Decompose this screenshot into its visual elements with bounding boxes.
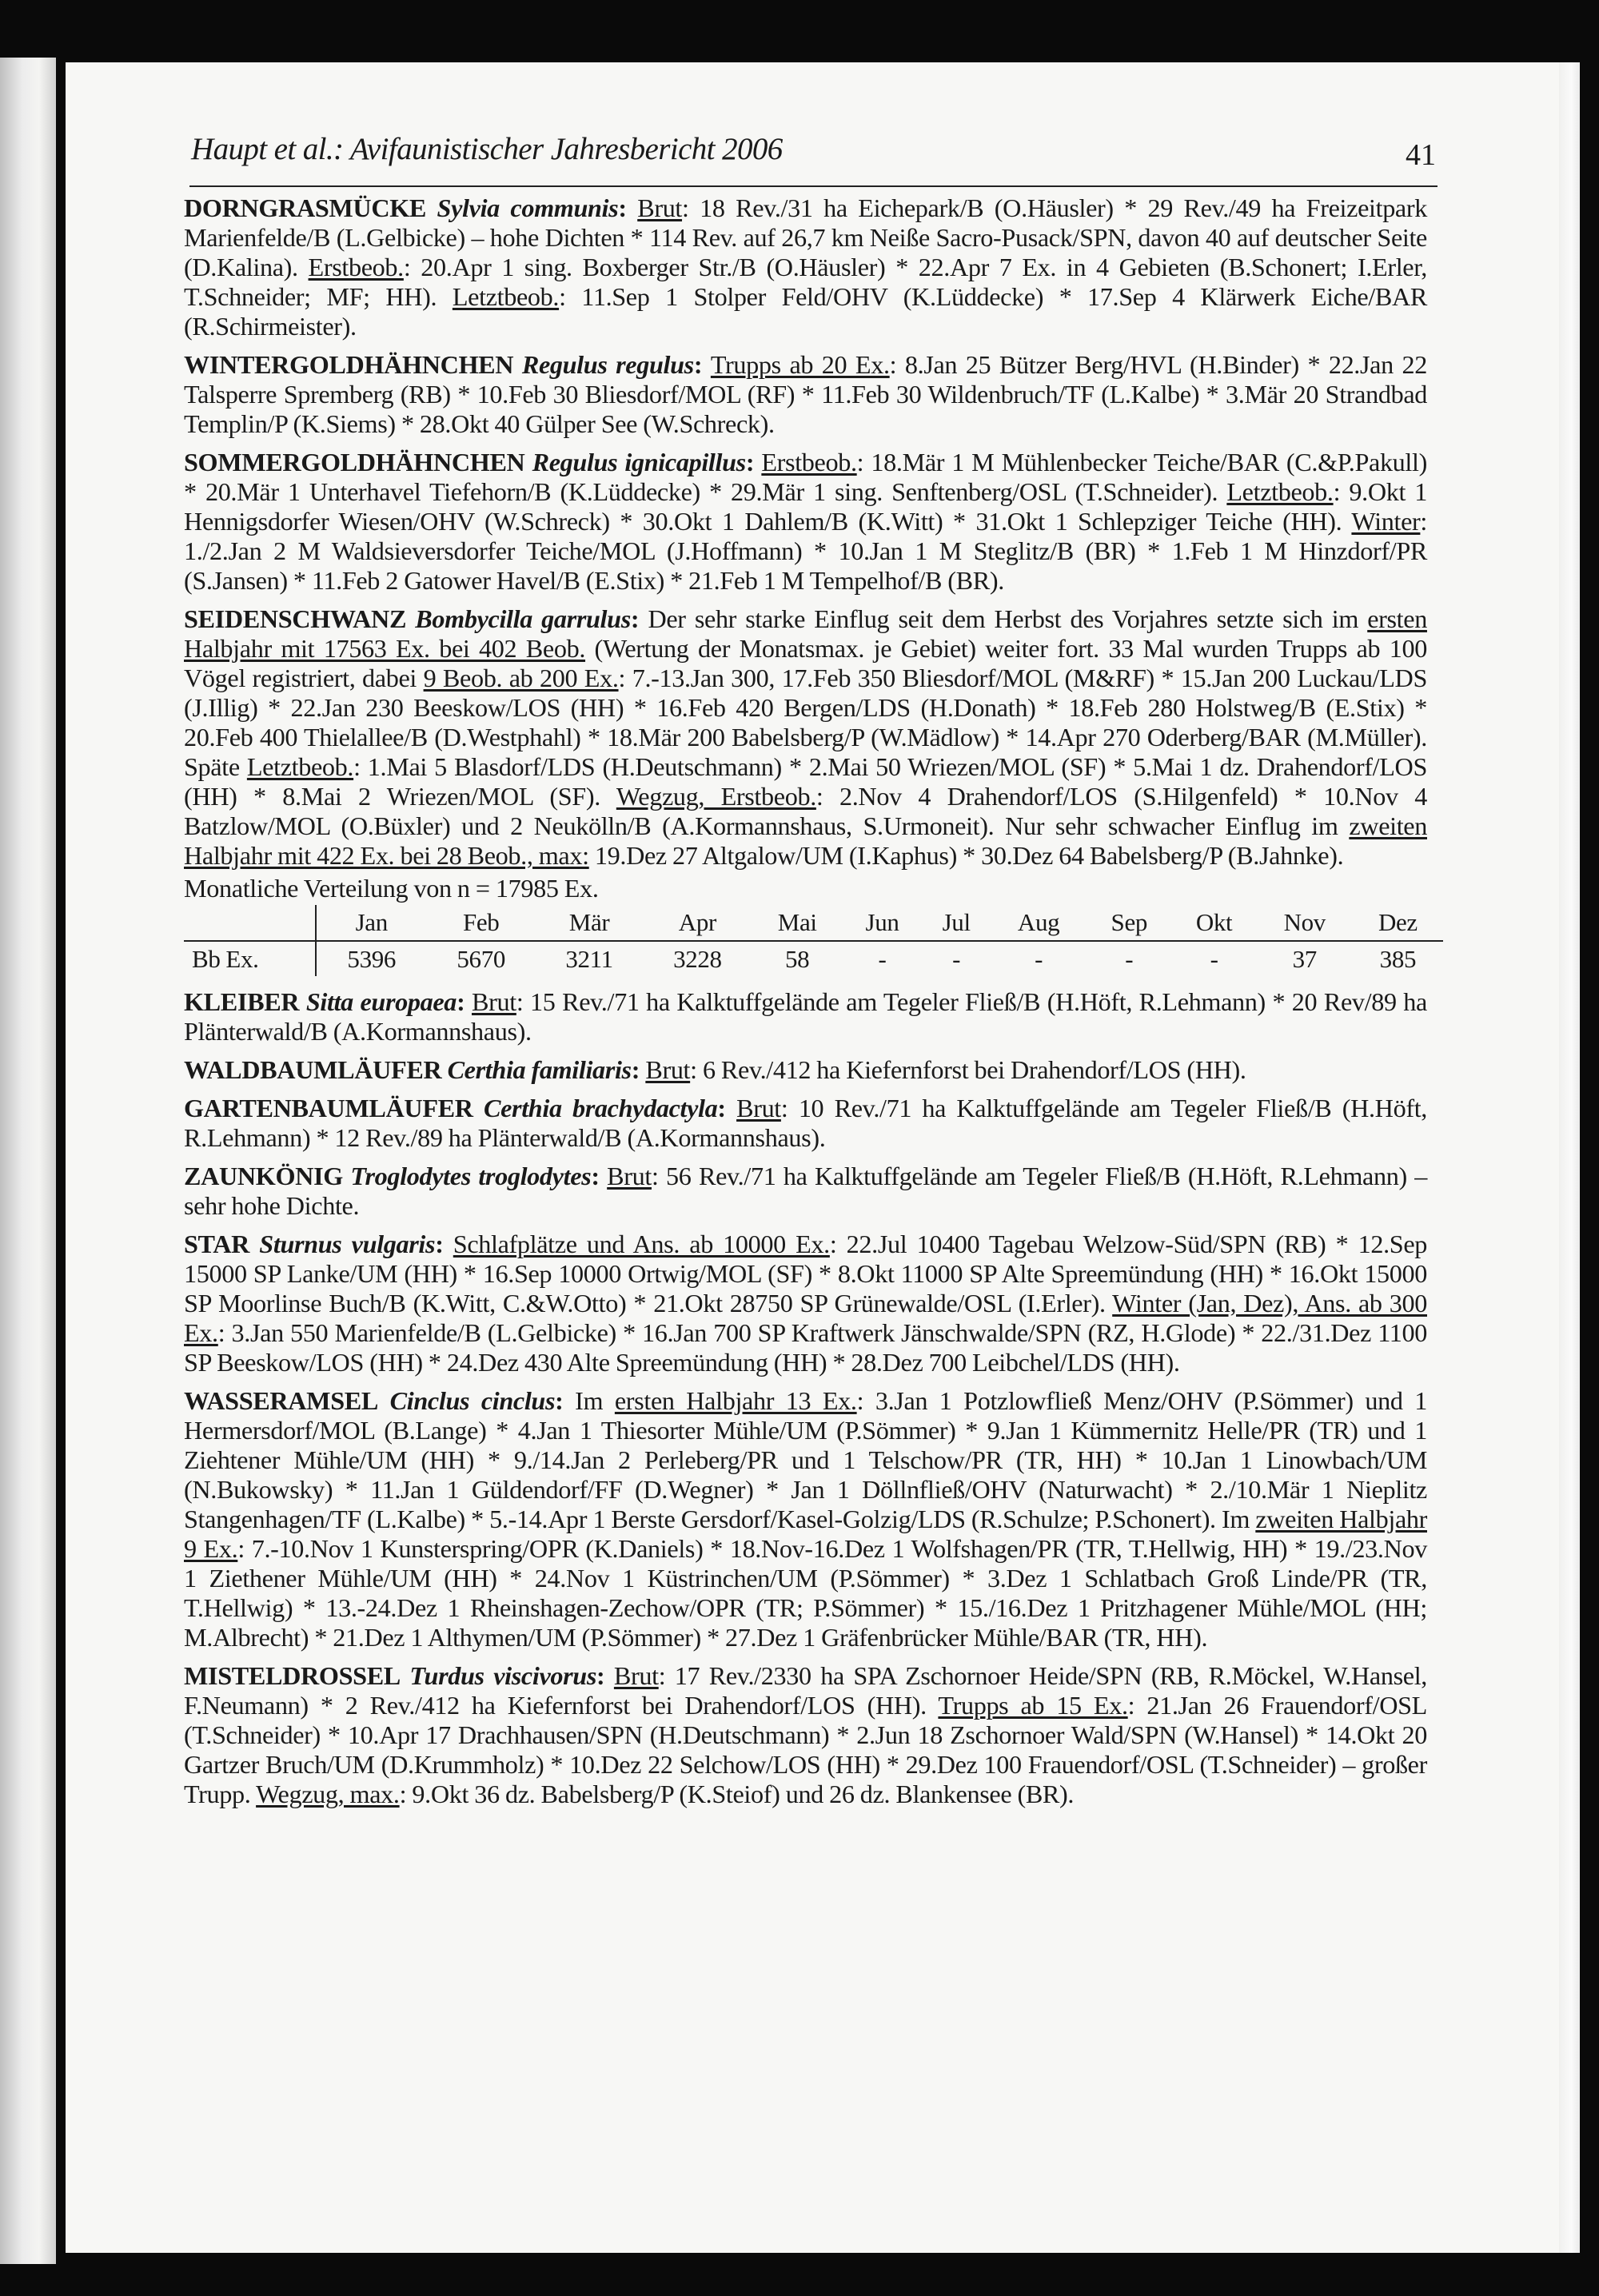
month-value: - xyxy=(1210,945,1218,973)
month-value: - xyxy=(1035,945,1043,973)
month-header: Mär xyxy=(536,905,643,941)
month-value: 385 xyxy=(1379,945,1417,973)
entry-text: : 10 Rev./71 ha Kalktuffgelände am Tegeler Fließ/B (H.Höft, R.Lehmann) * 12 Rev./89 ha Plänterwald/B (A.Kormannshaus). xyxy=(184,1094,1427,1152)
entry-text: : 20.Apr 1 sing. Boxberger Str./B (O.Häusler) * 22.Apr 7 Ex. in 4 Gebieten (B.Schonert; I.Erler, T.Schneider; MF; HH). xyxy=(184,253,1427,311)
entry-text: : 1./2.Jan 2 M Waldsieversdorfer Teiche/MOL (J.Hoffmann) * 10.Jan 1 M Steglitz/B (BR) * 1.Feb 1 M Hinzdorf/PR (S.Jansen) * 11.Feb 2 Gatower Havel/B (E.Stix) * 21.Feb 1 M Tempelhof/B (BR). xyxy=(184,507,1427,595)
month-header: Jun xyxy=(843,905,922,941)
month-header: Aug xyxy=(991,905,1087,941)
species-name: SOMMERGOLDHÄHNCHEN xyxy=(184,448,525,476)
section-label: Winter xyxy=(1351,507,1421,536)
entry-text: 19.Dez 27 Altgalow/UM (I.Kaphus) * 30.Dez 64 Babelsberg/P (B.Jahnke). xyxy=(588,841,1344,870)
species-entry xyxy=(184,1055,1427,1085)
entry-text: Der sehr starke Einflug seit dem Herbst des Vorjahres setzte sich im xyxy=(648,604,1368,633)
scientific-name: Regulus ignicapillus xyxy=(532,448,746,476)
section-label: zweiten Halbjahr mit 422 Ex. bei 28 Beob., max: xyxy=(184,811,1427,870)
scientific-name: Sturnus vulgaris xyxy=(259,1230,436,1258)
section-label: ersten Halbjahr mit 17563 Ex. bei 402 Beob. xyxy=(184,604,1427,663)
species-name: KLEIBER xyxy=(184,987,300,1016)
entry-text: : 2.Nov 4 Drahendorf/LOS (S.Hilgenfeld) * 10.Nov 4 Batzlow/MOL (O.Büxler) und 2 Neukölln/B (A.Kormannshaus, S.Urmoneit). Nur sehr schwacher Einflug im xyxy=(184,782,1427,840)
section-label: Letztbeob. xyxy=(452,282,560,311)
running-title: Haupt et al.: Avifaunistischer Jahresbericht 2006 xyxy=(191,132,783,166)
section-label: 9 Beob. ab 200 Ex. xyxy=(423,664,619,692)
section-label: Trupps ab 20 Ex. xyxy=(710,350,890,379)
page-edge-right xyxy=(1559,62,1580,2253)
section-label: Brut xyxy=(637,193,683,222)
month-header: Apr xyxy=(643,905,752,941)
entry-text: : 7.-13.Jan 300, 17.Feb 350 Bliesdorf/MOL (M&RF) * 15.Jan 200 Luckau/LDS (J.Illig) * 22.Jan 230 Beeskow/LOS (HH) * 16.Feb 420 Bergen/LDS (H.Donath) * 18.Feb 280 Holstweg/B (E.Stix) * 20.Feb 400 Thielallee/B (D.Westphahl) * 18.Mär 200 Babelsberg/P (W.Mädlow) * 14.Apr 270 Oderberg/BAR (M.Müller). Späte xyxy=(184,664,1428,781)
entry-text: : 18.Mär 1 M Mühlenbecker Teiche/BAR (C.&P.Pakull) * 20.Mär 1 Unterhavel Tiefehorn/B (K.Lüddecke) * 29.Mär 1 sing. Senftenberg/OSL (T.Schneider). xyxy=(184,448,1427,506)
page-number: 41 xyxy=(1406,138,1436,172)
section-label: Erstbeob. xyxy=(761,448,857,476)
entry-text: : 56 Rev./71 ha Kalktuffgelände am Tegeler Fließ/B (H.Höft, R.Lehmann) – sehr hohe Dichte. xyxy=(184,1162,1428,1220)
name-separator: : xyxy=(618,193,638,222)
scientific-name: Sitta europaea xyxy=(305,987,457,1016)
species-name: SEIDENSCHWANZ xyxy=(184,604,407,633)
table-row xyxy=(184,941,1443,976)
entry-text: : 6 Rev./412 ha Kiefernforst bei Drahendorf/LOS (HH). xyxy=(690,1055,1246,1084)
species-entry xyxy=(184,1094,1427,1153)
table-header-row xyxy=(184,905,1443,941)
species-entries-continued xyxy=(184,987,1427,1809)
month-value: 5670 xyxy=(457,945,506,973)
section-label: zweiten Halbjahr 9 Ex. xyxy=(184,1505,1427,1563)
species-name: MISTELDROSSEL xyxy=(184,1661,401,1690)
section-label: Letztbeob. xyxy=(246,752,354,781)
species-entry xyxy=(184,193,1427,341)
month-value: 37 xyxy=(1292,945,1317,973)
species-entry xyxy=(184,604,1427,871)
month-value: 5396 xyxy=(347,945,397,973)
monthly-distribution-caption: Monatliche Verteilung von n = 17985 Ex. xyxy=(184,874,599,903)
species-entries xyxy=(184,193,1427,871)
running-header xyxy=(189,128,1438,187)
section-label: ersten Halbjahr 13 Ex. xyxy=(614,1386,857,1415)
month-header: Okt xyxy=(1171,905,1256,941)
section-label: Brut xyxy=(645,1055,691,1084)
name-separator: : xyxy=(630,604,648,633)
species-name: WINTERGOLDHÄHNCHEN xyxy=(184,350,514,379)
name-separator: : xyxy=(631,1055,646,1084)
entry-text: : 17 Rev./2330 ha SPA Zschornoer Heide/SPN (RB, R.Möckel, W.Hansel, F.Neumann) * 2 Rev./412 ha Kiefernforst bei Drahendorf/LOS (HH). xyxy=(184,1661,1427,1720)
section-label: Trupps ab 15 Ex. xyxy=(938,1691,1128,1720)
table-corner-cell xyxy=(184,905,316,941)
entry-text: : 18 Rev./31 ha Eichepark/B (O.Häusler) * 29 Rev./49 ha Freizeitpark Marienfelde/B (L.Gelbicke) – hohe Dichten * 114 Rev. auf 26,7 km Neiße Sacro-Pusack/SPN, davon 40 auf deutscher Seite (D.Kalina). xyxy=(184,193,1427,281)
entry-text: : 22.Jul 10400 Tagebau Welzow-Süd/SPN (RB) * 12.Sep 15000 SP Lanke/UM (HH) * 16.Sep 10000 Ortwig/MOL (SF) * 8.Okt 11000 SP Alte Spreemündung (HH) * 16.Okt 15000 SP Moorlinse Buch/B (K.Witt, C.&W.Otto) * 21.Okt 28750 SP Grünewalde/OSL (I.Erler). xyxy=(184,1230,1428,1317)
monthly-distribution-table xyxy=(184,905,1443,976)
name-separator: : xyxy=(591,1162,608,1190)
page-content xyxy=(184,193,1427,1818)
entry-text: Im xyxy=(575,1386,615,1415)
scientific-name: Sylvia communis xyxy=(437,193,619,222)
entry-text: : 15 Rev./71 ha Kalktuffgelände am Tegeler Fließ/B (H.Höft, R.Lehmann) * 20 Rev/89 ha Plänterwald/B (A.Kormannshaus). xyxy=(184,987,1427,1046)
month-header: Jan xyxy=(316,905,426,941)
species-name: STAR xyxy=(184,1230,250,1258)
section-label: Brut xyxy=(736,1094,781,1122)
name-separator: : xyxy=(596,1661,614,1690)
entry-text: : 7.-10.Nov 1 Kunsterspring/OPR (K.Daniels) * 18.Nov-16.Dez 1 Wolfshagen/PR (TR, T.Hellwig, HH) * 19./23.Nov 1 Ziethener Mühle/UM (HH) * 24.Nov 1 Küstrinchen/UM (P.Sömmer) * 3.Dez 1 Schlatbach Groß Linde/PR (TR, T.Hellwig) * 13.-24.Dez 1 Rheinshagen-Zechow/OPR (TR; P.Sömmer) * 15./16.Dez 1 Pritzhagener Mühle/MOL (HH; M.Albrecht) * 21.Dez 1 Althymen/UM (P.Sömmer) * 27.Dez 1 Gräfenbrücker Mühle/BAR (TR, HH). xyxy=(184,1534,1427,1652)
species-name: ZAUNKÖNIG xyxy=(184,1162,343,1190)
species-name: WALDBAUMLÄUFER xyxy=(184,1055,442,1084)
name-separator: : xyxy=(745,448,762,476)
name-separator: : xyxy=(693,350,711,379)
section-label: Schlafplätze und Ans. ab 10000 Ex. xyxy=(453,1230,830,1258)
scientific-name: Troglodytes troglodytes xyxy=(350,1162,592,1190)
section-label: Wegzug, Erstbeob. xyxy=(616,782,816,811)
species-entry xyxy=(184,1386,1427,1652)
month-value: 3211 xyxy=(565,945,613,973)
month-value: - xyxy=(878,945,887,973)
name-separator: : xyxy=(435,1230,453,1258)
scientific-name: Certhia brachydactyla xyxy=(483,1094,718,1122)
species-name: DORNGRASMÜCKE xyxy=(184,193,427,222)
species-name: GARTENBAUMLÄUFER xyxy=(184,1094,473,1122)
entry-text: : 9.Okt 1 Hennigsdorfer Wiesen/OHV (W.Schreck) * 30.Okt 1 Dahlem/B (K.Witt) * 31.Okt 1 Schlepziger Teiche (HH). xyxy=(184,477,1428,536)
scientific-name: Bombycilla garrulus xyxy=(415,604,631,633)
previous-page-edge xyxy=(0,58,56,2264)
month-value: - xyxy=(1125,945,1134,973)
section-label: Brut xyxy=(607,1162,652,1190)
species-entry xyxy=(184,350,1427,439)
section-label: Wegzug, max. xyxy=(256,1780,400,1808)
section-label: Letztbeob. xyxy=(1226,477,1334,506)
month-header: Feb xyxy=(426,905,535,941)
row-label: Bb Ex. xyxy=(184,941,316,976)
species-entry xyxy=(184,1230,1427,1377)
month-header: Dez xyxy=(1353,905,1443,941)
month-header: Sep xyxy=(1087,905,1171,941)
name-separator: : xyxy=(457,987,473,1016)
species-entry xyxy=(184,987,1427,1046)
species-entry xyxy=(184,1661,1427,1809)
entry-text: : 9.Okt 36 dz. Babelsberg/P (K.Steiof) und 26 dz. Blankensee (BR). xyxy=(399,1780,1075,1808)
scientific-name: Cinclus cinclus xyxy=(389,1386,556,1415)
section-label: Brut xyxy=(472,987,516,1016)
month-value: 3228 xyxy=(673,945,722,973)
entry-text: : 3.Jan 1 Potzlowfließ Menz/OHV (P.Sömmer) und 1 Hermersdorf/MOL (B.Lange) * 4.Jan 1 Thiesorter Mühle/UM (P.Sömmer) * 9.Jan 1 Kümmernitz Helle/PR (TR) und 1 Ziehtener Mühle/UM (HH) * 9./14.Jan 2 Perleberg/PR und 1 Telschow/PR (TR, HH) * 10.Jan 1 Linowbach/UM (N.Bukowsky) * 11.Jan 1 Güldendorf/FF (D.Wegner) * Jan 1 Döllnfließ/OHV (Naturwacht) * 2./10.Mär 1 Nieplitz Stangenhagen/TF (L.Kalbe) * 5.-14.Apr 1 Berste Gersdorf/Kasel-Golzig/LDS (R.Schulze; P.Schonert). Im xyxy=(184,1386,1427,1533)
scientific-name: Certhia familiaris xyxy=(447,1055,632,1084)
species-entry xyxy=(184,448,1427,596)
month-header: Nov xyxy=(1257,905,1353,941)
entry-text: : 1.Mai 5 Blasdorf/LDS (H.Deutschmann) * 2.Mai 50 Wriezen/MOL (SF) * 5.Mai 1 dz. Drahendorf/LOS (HH) * 8.Mai 2 Wriezen/MOL (SF). xyxy=(184,752,1427,811)
month-header: Jul xyxy=(922,905,991,941)
section-label: Erstbeob. xyxy=(308,253,404,281)
month-value: - xyxy=(952,945,961,973)
name-separator: : xyxy=(555,1386,576,1415)
name-separator: : xyxy=(717,1094,737,1122)
species-name: WASSERAMSEL xyxy=(184,1386,378,1415)
species-entry xyxy=(184,1162,1427,1221)
entry-text: : 11.Sep 1 Stolper Feld/OHV (K.Lüddecke) * 17.Sep 4 Klärwerk Eiche/BAR (R.Schirmeister). xyxy=(184,282,1428,341)
entry-text: : 21.Jan 26 Frauendorf/OSL (T.Schneider) * 10.Apr 17 Drachhausen/SPN (H.Deutschmann) * 2.Jun 18 Zschornoer Wald/SPN (W.Hansel) * 14.Okt 20 Gartzer Bruch/UM (D.Krummholz) * 10.Dez 22 Selchow/LOS (HH) * 29.Dez 100 Frauendorf/OSL (T.Schneider) – großer Trupp. xyxy=(184,1691,1427,1808)
scientific-name: Turdus viscivorus xyxy=(409,1661,597,1690)
section-label: Winter (Jan, Dez), Ans. ab 300 Ex. xyxy=(184,1289,1427,1347)
month-header: Mai xyxy=(752,905,843,941)
section-label: Brut xyxy=(613,1661,659,1690)
entry-text: : 8.Jan 25 Bützer Berg/HVL (H.Binder) * 22.Jan 22 Talsperre Spremberg (RB) * 10.Feb 30 Bliesdorf/MOL (RF) * 11.Feb 30 Wildenbruch/TF (L.Kalbe) * 3.Mär 20 Strandbad Templin/P (K.Siems) * 28.Okt 40 Gülper See (W.Schreck). xyxy=(184,350,1427,438)
entry-text: (Wertung der Monatsmax. je Gebiet) weiter fort. 33 Mal wurden Trupps ab 100 Vögel registriert, dabei xyxy=(184,634,1428,692)
scientific-name: Regulus regulus xyxy=(521,350,694,379)
entry-text: : 3.Jan 550 Marienfelde/B (L.Gelbicke) * 16.Jan 700 SP Kraftwerk Jänschwalde/SPN (RZ, H.Glode) * 22./31.Dez 1100 SP Beeskow/LOS (HH) * 24.Dez 430 Alte Spreemündung (HH) * 28.Dez 700 Leibchel/LDS (HH). xyxy=(184,1318,1427,1377)
month-value: 58 xyxy=(785,945,810,973)
